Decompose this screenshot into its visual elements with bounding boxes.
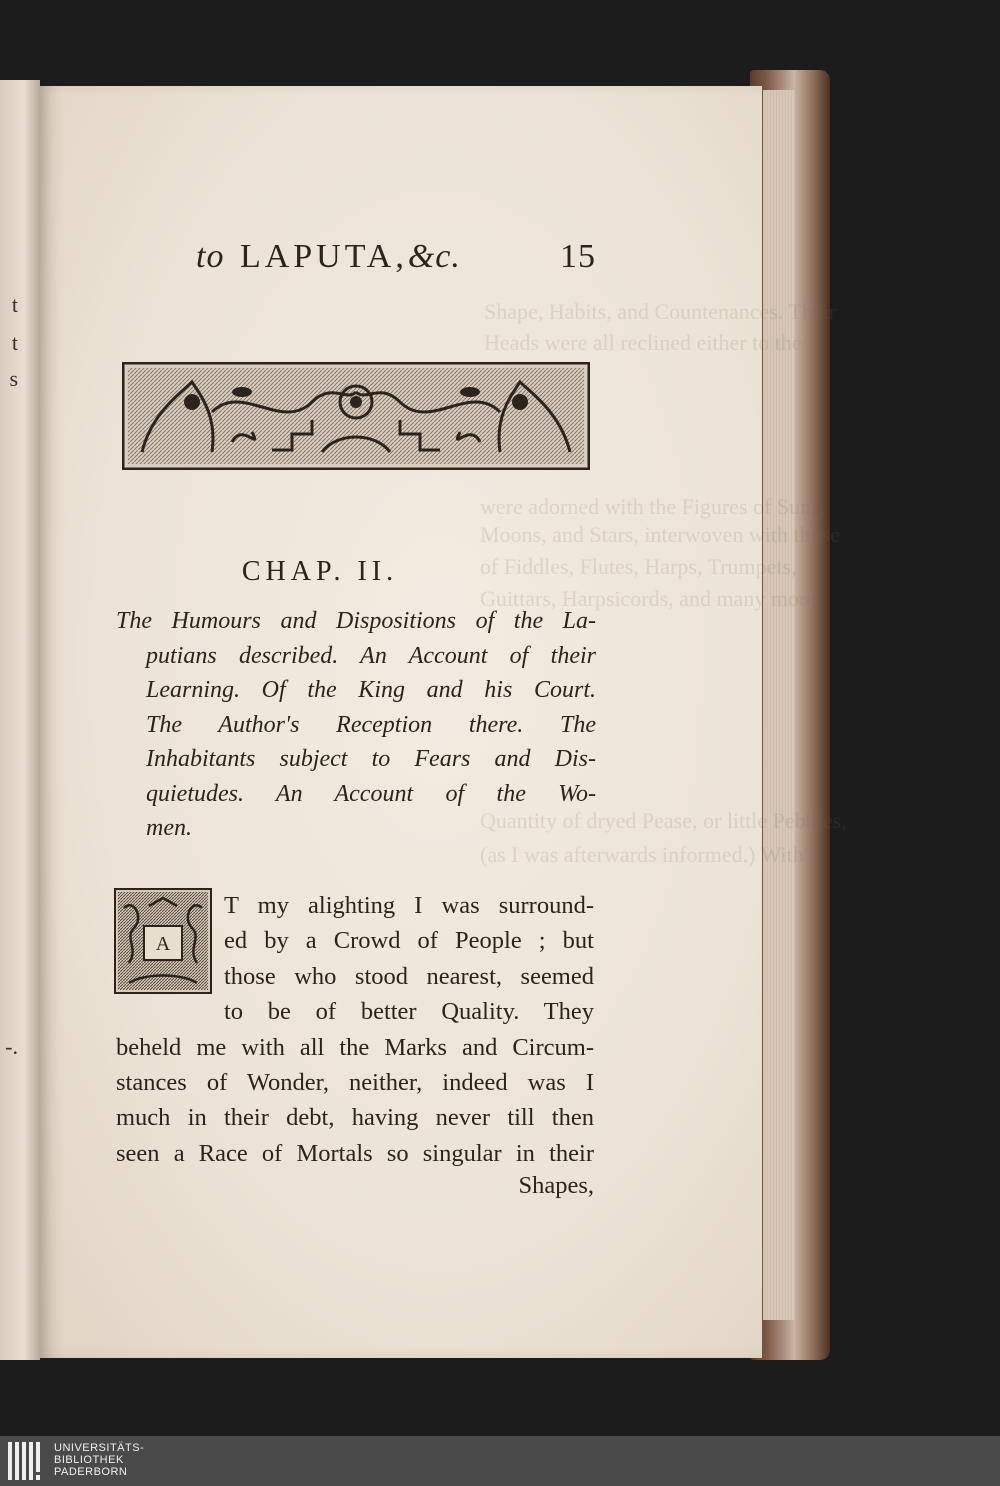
body-line: to be of better Quality. They: [224, 998, 594, 1026]
ornamental-headpiece: [122, 362, 590, 470]
facing-page-fragment: t: [11, 292, 18, 317]
show-through-text: Shape, Habits, and Countenances. Their: [484, 299, 837, 324]
library-logo-icon: [8, 1440, 48, 1482]
body-line: stances of Wonder, neither, indeed was I: [116, 1069, 594, 1097]
show-through-text: Quantity of dryed Pease, or little Pebbles,: [480, 808, 847, 833]
summary-line: putians described. An Account of their: [146, 642, 596, 669]
summary-line: The Humours and Dispositions of the La-: [116, 608, 596, 634]
body-line: those who stood nearest, seemed: [224, 962, 594, 990]
facing-page-fragment: s: [9, 366, 18, 391]
chapter-heading: CHAP. II.: [241, 556, 399, 587]
show-through-text: were adorned with the Figures of Suns,: [480, 494, 826, 519]
library-name: UNIVERSITÄTS- BIBLIOTHEK PADERBORN: [54, 1442, 145, 1478]
summary-line: Inhabitants subject to Fears and Dis-: [146, 746, 596, 772]
show-through-text: (as I was afterwards informed.) With: [480, 842, 804, 867]
body-line: T my alighting I was surround-: [224, 892, 594, 919]
running-head-title: LAPUTA,: [239, 238, 408, 275]
summary-line: The Author's Reception there. The: [146, 711, 596, 738]
body-line: ed by a Crowd of People ; but: [224, 927, 594, 955]
facing-page-fragment: t: [11, 330, 18, 355]
facing-page-fragment: -.: [5, 1034, 18, 1059]
library-footer: [0, 1436, 1000, 1486]
chapter-summary: [116, 604, 596, 846]
running-head: [196, 238, 596, 278]
page-number: 15: [560, 238, 596, 275]
facing-page-edge: [0, 80, 40, 1360]
page-block-edge: [763, 90, 795, 1320]
show-through-text: of Fiddles, Flutes, Harps, Trumpets,: [480, 554, 797, 579]
show-through-text: Moons, and Stars, interwoven with those: [480, 522, 840, 547]
summary-line: quietudes. An Account of the Wo-: [146, 780, 596, 807]
show-through-text: Guittars, Harpsicords, and many more: [480, 586, 817, 611]
body-line: seen a Race of Mortals so singular in their: [116, 1139, 594, 1167]
running-head-prefix: to: [196, 238, 225, 275]
summary-line: men.: [146, 815, 192, 841]
show-through-text: Heads were all reclined either to the: [484, 330, 802, 355]
body-line: much in their debt, having never till then: [116, 1104, 594, 1132]
catchword: Shapes,: [518, 1172, 594, 1199]
initial-letter: A: [155, 933, 171, 955]
summary-line: Learning. Of the King and his Court.: [146, 677, 596, 703]
body-text: [116, 888, 594, 1171]
running-head-etc: &c.: [407, 238, 461, 275]
body-line: beheld me with all the Marks and Circum-: [116, 1033, 594, 1061]
